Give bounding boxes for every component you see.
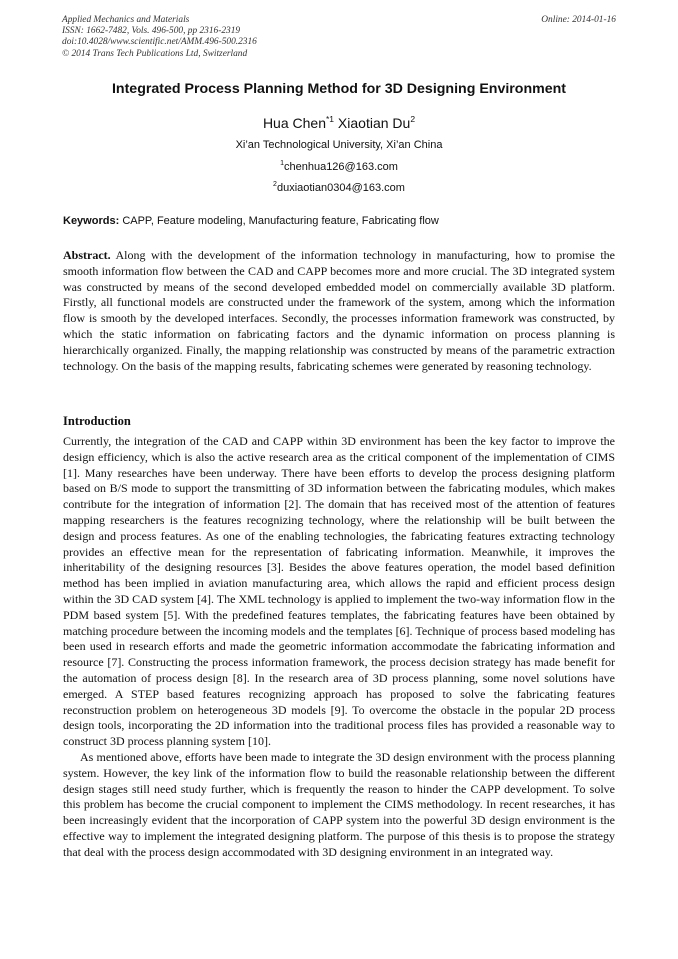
intro-paragraph-1: Currently, the integration of the CAD and CAPP within 3D environment has been the key factor to improve the design efficiency, which is also the active research area as the critical component of the implementation of CIMS [1]. Many researches have been underway. There have been efforts to develop the process designing platform based on B/S mode to support the transmitting of 3D information between the fabricating modules, which makes contribute for the integration of information [2]. The domain that has received most of the attention of features mapping researchers is the features recognizing technology, where the relationship will be built between the design and process features. As one of the enabling technologies, the fabricating features extracting technology provides an effective mean for the representation of fabricating information. Meanwhile, it improves the inheritability of the designing resources [3]. Besides the above features operation, the model based definition method has been implied in aviation manufacturing area, which allows the rapid and efficient process design within the 3D CAD system [4]. The XML technology is applied to implement the two-way information flow in the PDM based system [5]. With the predefined features templates, the fabricating features have been obtained by matching procedure between the incoming models and the templates [6]. Technique of process based modeling has been used in research efforts and made the geometric information accommodate the fabricating information and resource [7]. Constructing the process information framework, the process decision strategy has made benefit for the automation of process design [8]. In the research area of 3D process planning, some novel solutions have emerged. A STEP based features recognizing approach has proposed to solve the fabricating features reconstruction problem on heterogeneous 3D models [9]. To overcome the obstacle in the popular 2D process design tools, incorporating the 2D information into the traditional process files has provided a reasonable way to construct 3D process planning system [10]. bbox=[63, 434, 615, 749]
introduction-body bbox=[63, 434, 615, 861]
intro-paragraph-2: As mentioned above, efforts have been made to integrate the 3D design environment with the process planning system. However, the key link of the information flow to build the reasonable relationship between the different design stages still need study further, which is frequently the reason to hinder the CAPP development. To solve this problem has become the crucial component to implement the CIMS methodology. In recent researches, it has been increasingly evident that the incorporation of CAPP system into the powerful 3D design environment is the effective way to implement the integrated designing platform. The purpose of this thesis is to propose the strategy that deal with the process design accommodated with 3D designing environment in an integrated way. bbox=[63, 749, 615, 859]
journal-header bbox=[62, 15, 257, 60]
keywords bbox=[63, 215, 616, 227]
author-1: Hua Chen bbox=[262, 115, 326, 131]
author-1-mark: *1 bbox=[325, 114, 335, 124]
paper-title: Integrated Process Planning Method for 3D Designing Environment bbox=[111, 81, 567, 97]
email-1-mark: 1 bbox=[280, 160, 284, 167]
author-2-mark: 2 bbox=[410, 114, 416, 124]
author-2: Xiaotian Du bbox=[337, 115, 411, 131]
email-2-mark: 2 bbox=[273, 181, 277, 188]
author-line bbox=[40, 114, 638, 131]
keywords-label: Keywords: bbox=[63, 215, 120, 227]
email-2 bbox=[40, 181, 638, 194]
abstract-text: Along with the development of the information technology in manufacturing, how to promise the smooth information flow between the CAD and CAPP becomes more and more crucial. The 3D integrated system was constructed by means of the second developed embedded model on commercially available 3D platform. Firstly, all functional models are constructed under the framework of the system, among which the information flow is smooth by the developed interfaces. Secondly, the processes information framework was constructed, by which the static information on fabricating factors and the dynamic information on process planning is hierarchically organized. Finally, the mapping relationship was constructed by means of the parametric extraction technology. On the basis of the mapping results, fabricating schemes were generated by reasoning technology. bbox=[63, 248, 615, 373]
section-heading-introduction: Introduction bbox=[63, 414, 131, 428]
keywords-text: CAPP, Feature modeling, Manufacturing feature, Fabricating flow bbox=[122, 215, 439, 227]
affiliation: Xi’an Technological University, Xi’an China bbox=[235, 139, 443, 151]
online-date: Online: 2014-01-16 bbox=[541, 15, 616, 25]
email-1 bbox=[40, 160, 638, 173]
abstract-label: Abstract. bbox=[63, 248, 111, 262]
doi-line: doi:10.4028/www.scientific.net/AMM.496-500.2316 bbox=[62, 37, 257, 48]
journal-name: Applied Mechanics and Materials bbox=[62, 15, 190, 25]
email-1-address: chenhua126@163.com bbox=[283, 161, 398, 173]
abstract bbox=[63, 248, 615, 374]
email-2-address: duxiaotian0304@163.com bbox=[276, 182, 405, 194]
issn-line: ISSN: 1662-7482, Vols. 496-500, pp 2316-2319 bbox=[62, 26, 241, 37]
copyright-line: © 2014 Trans Tech Publications Ltd, Switzerland bbox=[62, 48, 248, 59]
